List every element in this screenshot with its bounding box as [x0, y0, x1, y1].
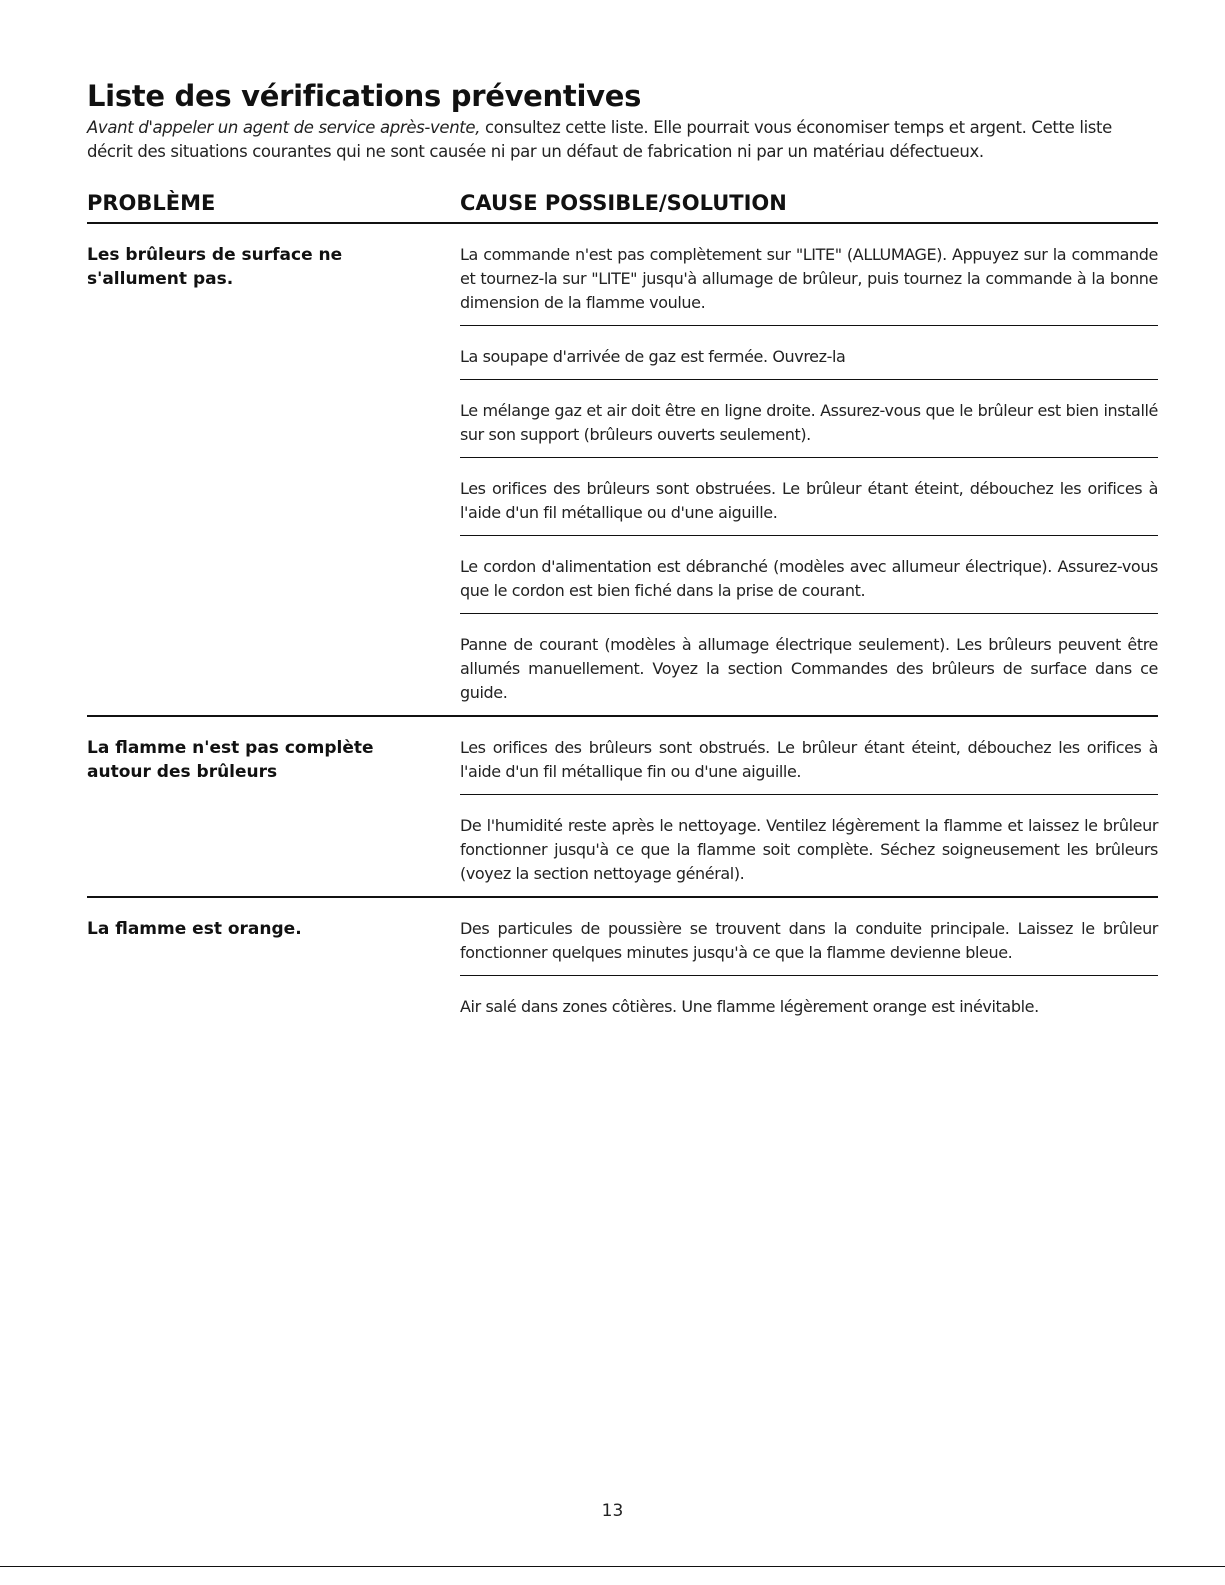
table-row	[87, 224, 1158, 717]
troubleshooting-page	[87, 78, 1158, 1029]
intro-paragraph	[87, 116, 1158, 164]
table-row	[87, 717, 1158, 898]
bottom-divider	[0, 1566, 1225, 1567]
problem-label: La flamme est orange.	[87, 919, 302, 939]
column-header-problem: PROBLÈME	[87, 191, 216, 215]
intro-italic-text: Avant d'appeler un agent de service après-vente,	[87, 118, 481, 137]
causes-list	[460, 898, 1158, 1029]
problem-label: Les brûleurs de surface ne s'allument pas.	[87, 245, 343, 289]
cause-item: Les orifices des brûleurs sont obstruées. Le brûleur étant éteint, débouchez les orifices à l'aide d'un fil métallique ou d'une aiguille.	[460, 458, 1158, 536]
cause-item: La commande n'est pas complètement sur "LITE" (ALLUMAGE). Appuyez sur la commande et tournez-la sur "LITE" jusqu'à allumage de brûleur, puis tournez la commande à la bonne dimension de la flamme voulue.	[460, 224, 1158, 326]
column-headers	[87, 190, 1158, 224]
cause-item: De l'humidité reste après le nettoyage. Ventilez légèrement la flamme et laissez le brûleur fonctionner jusqu'à ce que la flamme soit complète. Séchez soigneusement les brûleurs (voyez la section nettoyage général).	[460, 816, 1158, 883]
causes-list	[460, 224, 1158, 715]
cause-item: Panne de courant (modèles à allumage électrique seulement). Les brûleurs peuvent être allumés manuellement. Voyez la section Commandes des brûleurs de surface dans ce guide.	[460, 635, 1158, 702]
problem-label: La flamme n'est pas complète autour des brûleurs	[87, 738, 374, 782]
cause-item: Les orifices des brûleurs sont obstrués. Le brûleur étant éteint, débouchez les orifices à l'aide d'un fil métallique fin ou d'une aiguille.	[460, 717, 1158, 795]
troubleshooting-table	[87, 224, 1158, 1029]
cause-item: Des particules de poussière se trouvent dans la conduite principale. Laissez le brûleur fonctionner quelques minutes jusqu'à ce que la flamme devienne bleue.	[460, 898, 1158, 976]
cause-item: Le mélange gaz et air doit être en ligne droite. Assurez-vous que le brûleur est bien installé sur son support (brûleurs ouverts seulement).	[460, 380, 1158, 458]
causes-list	[460, 717, 1158, 896]
cause-item: Air salé dans zones côtières. Une flamme légèrement orange est inévitable.	[460, 997, 1039, 1016]
cause-item: La soupape d'arrivée de gaz est fermée. Ouvrez-la	[460, 326, 1158, 380]
page-number: 13	[601, 1501, 624, 1521]
cause-item: Le cordon d'alimentation est débranché (modèles avec allumeur électrique). Assurez-vous que le cordon est bien fiché dans la prise de courant.	[460, 536, 1158, 614]
intro-text: consultez cette liste. Elle pourrait vous économiser temps et argent. Cette liste décrit des situations courantes qui ne sont causée ni par un défaut de fabrication ni par un matériau défectueux.	[87, 118, 1112, 161]
table-row	[87, 898, 1158, 1029]
column-header-cause: CAUSE POSSIBLE/SOLUTION	[460, 191, 787, 215]
page-title: Liste des vérifications préventives	[87, 79, 642, 113]
